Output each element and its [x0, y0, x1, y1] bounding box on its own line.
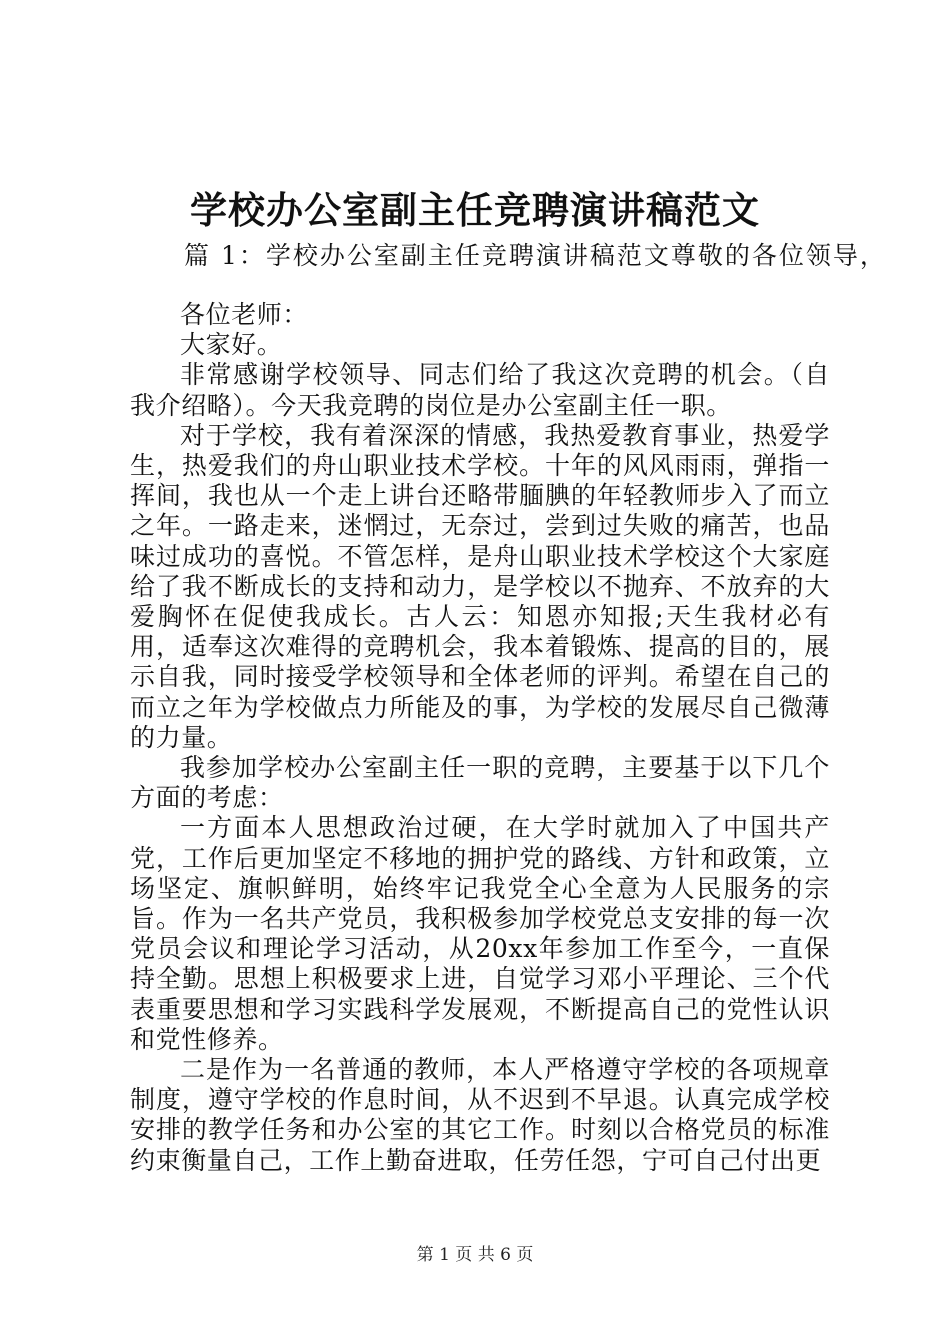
- paragraph-teacher: 二是作为一名普通的教师，本人严格遵守学校的各项规章制度，遵守学校的作息时间，从不迟到不早退。认真完成学校安排的教学任务和办公室的其它工作。时刻以合格党员的标准约束衡量自己，工作上勤奋进取，任劳任怨，宁可自己付出更: [130, 1055, 830, 1175]
- document-title: 学校办公室副主任竞聘演讲稿范文: [190, 188, 760, 232]
- page-footer: 第 1 页 共 6 页: [416, 1245, 534, 1265]
- intro-line: 篇 1：学校办公室副主任竞聘演讲稿范文尊敬的各位领导，: [184, 241, 887, 270]
- paragraph-political: 一方面本人思想政治过硬，在大学时就加入了中国共产党，工作后更加坚定不移地的拥护党的路线、方针和政策，立场坚定、旗帜鲜明，始终牢记我党全心全意为人民服务的宗旨。作为一名共产党员，我积极参加学校党总支安排的每一次党员会议和理论学习活动，从20xx年参加工作至今，一直保持全勤。思想上积极要求上进，自觉学习邓小平理论、三个代表重要思想和学习实践科学发展观，不断提高自己的党性认识和党性修养。: [130, 813, 830, 1054]
- paragraph-reasons-intro: 我参加学校办公室副主任一职的竞聘，主要基于以下几个方面的考虑：: [130, 753, 830, 813]
- document-body: [130, 300, 830, 1176]
- paragraph-thanks: 非常感谢学校领导、同志们给了我这次竞聘的机会。（自我介绍略）。今天我竞聘的岗位是办公室副主任一职。: [130, 360, 830, 420]
- paragraph-salutation: 各位老师：: [180, 300, 309, 329]
- paragraph-feelings: 对于学校，我有着深深的情感，我热爱教育事业，热爱学生，热爱我们的舟山职业技术学校。十年的风风雨雨，弹指一挥间，我也从一个走上讲台还略带腼腆的年轻教师步入了而立之年。一路走来，迷惘过，无奈过，尝到过失败的痛苦，也品味过成功的喜悦。不管怎样，是舟山职业技术学校这个大家庭给了我不断成长的支持和动力，是学校以不抛弃、不放弃的大爱胸怀在促使我成长。古人云：知恩亦知报;天生我材必有用，适奉这次难得的竞聘机会，我本着锻炼、提高的目的，展示自我，同时接受学校领导和全体老师的评判。希望在自己的而立之年为学校做点力所能及的事，为学校的发展尽自己微薄的力量。: [130, 420, 830, 752]
- paragraph-greeting: 大家好。: [180, 330, 283, 360]
